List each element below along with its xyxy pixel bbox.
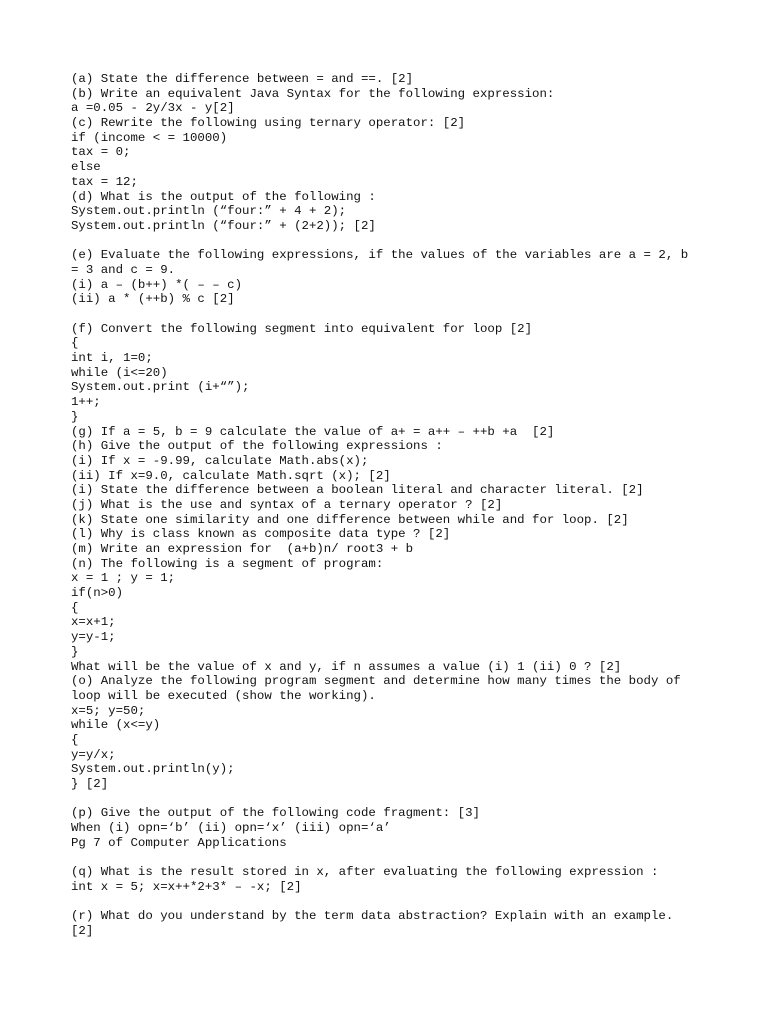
- text-line: (i) If x = -9.99, calculate Math.abs(x);: [71, 453, 369, 468]
- text-line: int x = 5; x=x++*2+3* – -x; [2]: [71, 879, 302, 894]
- text-line: tax = 12;: [71, 174, 138, 189]
- blank-line: [71, 850, 731, 865]
- text-line: (p) Give the output of the following code fragment: [3]: [71, 806, 480, 821]
- text-line: tax = 0;: [71, 145, 131, 160]
- text-line: (a) State the difference between = and ==. [2]: [71, 72, 414, 86]
- text-line: System.out.println (“four:” + 4 + 2);: [71, 204, 347, 219]
- text-line: What will be the value of x and y, if n assumes a value (i) 1 (ii) 0 ? [2]: [71, 659, 622, 674]
- text-line: (f) Convert the following segment into equivalent for loop [2]: [71, 321, 533, 336]
- text-line: (b) Write an equivalent Java Syntax for the following expression:: [71, 86, 555, 101]
- text-line: y=y-1;: [71, 630, 116, 645]
- text-line: (g) If a = 5, b = 9 calculate the value of a+ = a++ – ++b +a [2]: [71, 424, 555, 439]
- text-line: (e) Evaluate the following expressions, if the values of the variables are a = 2, b: [71, 248, 689, 263]
- text-line: [2]: [71, 923, 94, 938]
- text-line: (i) a – (b++) *( – – c): [71, 277, 243, 292]
- text-line: (q) What is the result stored in x, after evaluating the following expression :: [71, 865, 659, 880]
- text-line: if(n>0): [71, 586, 124, 601]
- text-line: System.out.println (“four:” + (2+2)); [2]: [71, 218, 376, 233]
- text-line: }: [71, 644, 79, 659]
- text-line: x=x+1;: [71, 615, 116, 630]
- text-line: = 3 and c = 9.: [71, 262, 176, 277]
- text-line: (l) Why is class known as composite data type ? [2]: [71, 527, 451, 542]
- text-line: (m) Write an expression for (a+b)n/ root3 + b: [71, 542, 414, 556]
- text-line: (h) Give the output of the following expressions :: [71, 439, 443, 454]
- text-line: When (i) opn=‘b’ (ii) opn=‘x’ (iii) opn=‘a’: [71, 821, 391, 836]
- text-line: Pg 7 of Computer Applications: [71, 835, 287, 850]
- text-line: 1++;: [71, 395, 101, 410]
- text-line: (n) The following is a segment of program:: [71, 556, 384, 571]
- text-line: int i, 1=0;: [71, 351, 153, 366]
- document-page: [71, 72, 731, 939]
- text-line: while (i<=20): [71, 365, 168, 380]
- text-line: System.out.println(y);: [71, 762, 235, 777]
- text-line: (ii) If x=9.0, calculate Math.sqrt (x); [2]: [71, 468, 391, 483]
- text-line: (i) State the difference between a boolean literal and character literal. [2]: [71, 483, 644, 498]
- text-line: else: [71, 160, 101, 175]
- text-line: (c) Rewrite the following using ternary operator: [2]: [71, 116, 466, 131]
- text-line: }: [71, 409, 79, 424]
- text-line: if (income < = 10000): [71, 130, 228, 145]
- text-line: x=5; y=50;: [71, 703, 146, 718]
- text-line: System.out.print (i+“”);: [71, 380, 250, 395]
- text-line: (j) What is the use and syntax of a ternary operator ? [2]: [71, 497, 503, 512]
- text-line: x = 1 ; y = 1;: [71, 571, 176, 586]
- text-line: (o) Analyze the following program segment and determine how many times the body of: [71, 674, 681, 689]
- text-line: (r) What do you understand by the term data abstraction? Explain with an example.: [71, 909, 674, 924]
- blank-line: [71, 234, 731, 249]
- text-line: (d) What is the output of the following :: [71, 189, 376, 204]
- blank-line: [71, 307, 731, 322]
- text-line: } [2]: [71, 777, 109, 791]
- blank-line: [71, 895, 731, 910]
- text-line: a =0.05 - 2y/3x - y[2]: [71, 101, 235, 116]
- text-line: (ii) a * (++b) % c [2]: [71, 292, 235, 307]
- text-line: loop will be executed (show the working).: [71, 688, 376, 703]
- text-line: while (x<=y): [71, 718, 161, 733]
- text-line: {: [71, 732, 79, 747]
- text-line: (k) State one similarity and one difference between while and for loop. [2]: [71, 512, 629, 527]
- blank-line: [71, 792, 731, 807]
- text-line: {: [71, 336, 79, 351]
- text-line: y=y/x;: [71, 747, 116, 762]
- text-line: {: [71, 600, 79, 615]
